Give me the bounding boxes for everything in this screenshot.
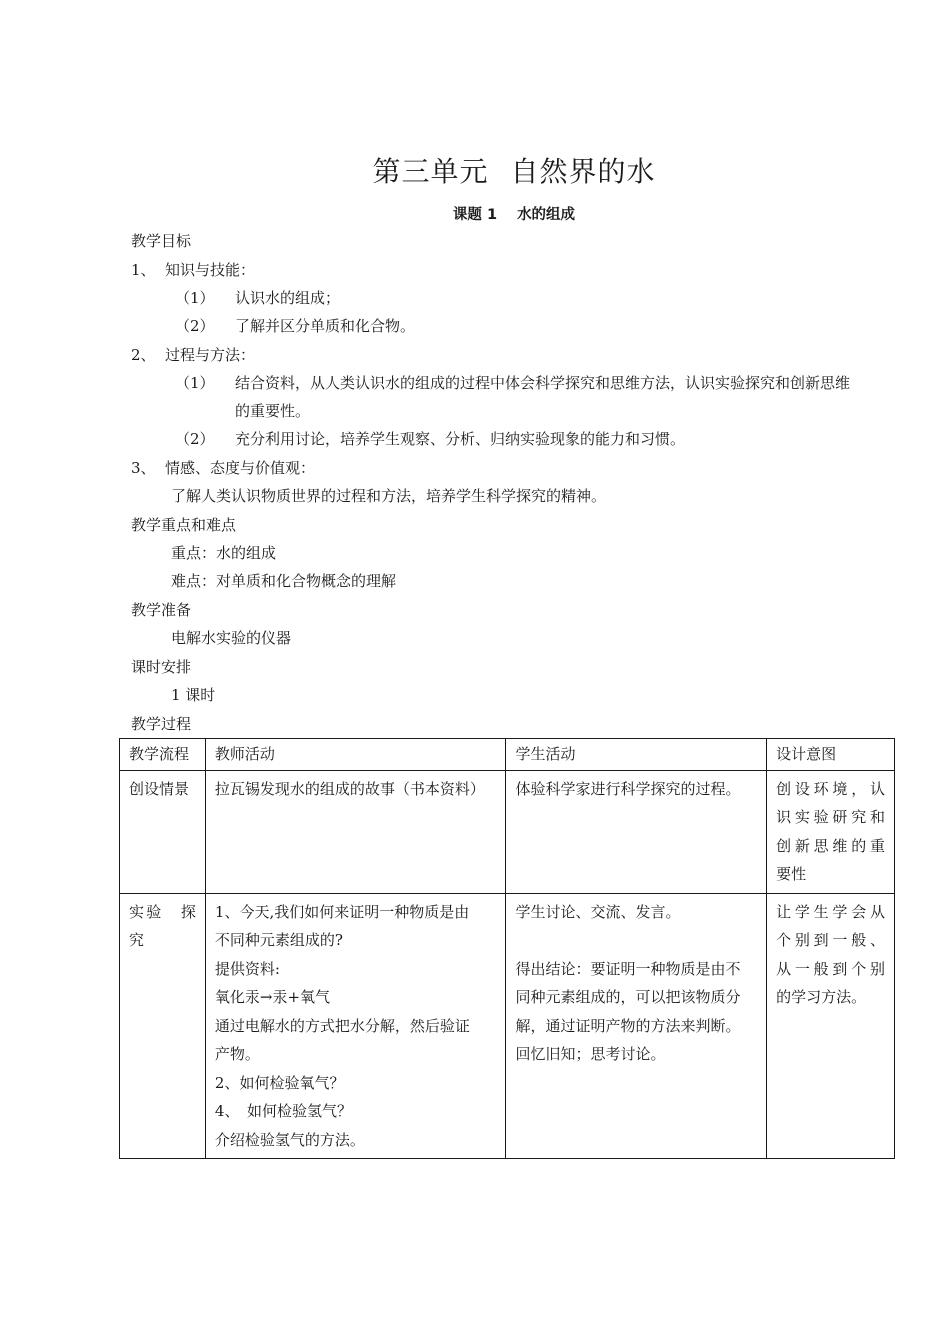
cell-line: 学生讨论、交流、发言。	[515, 902, 681, 921]
cell-line: 不同种元素组成的?	[214, 931, 343, 949]
cell-line: 创设情景	[129, 779, 190, 798]
objective-group-title: 过程与方法：	[165, 346, 256, 364]
intent-cell	[767, 893, 895, 1159]
objective-group-number: 1、	[131, 261, 156, 279]
cell-line: 得出结论：要证明一种物质是由不	[515, 959, 741, 978]
lesson-name: 水的组成	[517, 207, 576, 223]
cell-line: 介绍检验氢气的方法。	[214, 1130, 365, 1149]
objective-item-continued: 的重要性。	[235, 402, 311, 420]
table-row	[120, 893, 895, 1159]
key-points-heading: 教学重点和难点	[131, 516, 237, 534]
objective-group-3	[131, 458, 315, 478]
unit-number: 第三单元	[372, 155, 489, 188]
blank-line	[515, 926, 757, 955]
objective-item-number: （2）	[175, 317, 215, 335]
cell-line: 2、如何检验氧气？	[214, 1073, 345, 1092]
column-header-stage: 教学流程	[120, 739, 206, 771]
key-point: 重点：水的组成	[171, 544, 277, 562]
teacher-cell	[205, 770, 506, 893]
objective-item	[175, 316, 415, 336]
lesson-number: 课题 1	[452, 207, 498, 223]
schedule-text: 1 课时	[171, 686, 216, 704]
cell-line: 通过电解水的方式把水分解，然后验证	[214, 1016, 470, 1035]
preparation-text: 电解水实验的仪器	[171, 629, 292, 647]
objective-group-2	[131, 345, 255, 365]
objective-item	[175, 288, 340, 308]
objective-item-text: 充分利用讨论，培养学生观察、分析、归纳实验现象的能力和习惯。	[235, 430, 686, 448]
cell-line: 提供资料:	[214, 959, 280, 978]
cell-line: 的学习方法。	[776, 988, 867, 1006]
cell-line: 体验科学家进行科学探究的过程。	[515, 779, 741, 798]
stage-cell	[120, 893, 206, 1159]
objective-item-text: 认识水的组成；	[235, 289, 341, 307]
objective-item	[175, 429, 685, 449]
objective-group-number: 3、	[131, 459, 156, 477]
cell-line: 创设环境，认	[776, 779, 885, 798]
cell-line: 1、今天,我们如何来证明一种物质是由	[214, 902, 470, 921]
process-heading: 教学过程	[131, 715, 192, 733]
cell-line: 同种元素组成的，可以把该物质分	[515, 988, 741, 1006]
cell-line: 创新思维的重	[776, 836, 885, 855]
schedule-heading: 课时安排	[131, 658, 192, 676]
intent-cell	[767, 770, 895, 893]
objective-item-number: （2）	[175, 430, 215, 448]
objective-group-1	[131, 260, 255, 280]
objective-item	[175, 373, 850, 393]
cell-line: 让学生学会从	[776, 902, 885, 921]
column-header-teacher: 教师活动	[205, 739, 506, 771]
cell-line: 拉瓦锡发现水的组成的故事（书本资料）	[214, 779, 485, 798]
objective-group-body: 了解人类认识物质世界的过程和方法，培养学生科学探究的精神。	[171, 487, 607, 505]
unit-name: 自然界的水	[510, 155, 656, 188]
objective-group-title: 情感、态度与价值观：	[165, 459, 316, 477]
objective-group-title: 知识与技能：	[165, 261, 256, 279]
objective-item-text: 结合资料，从人类认识水的组成的过程中体会科学探究和思维方法，认识实验探究和创新思维	[235, 374, 851, 392]
objective-item-text: 了解并区分单质和化合物。	[235, 317, 416, 335]
cell-line: 识实验研究和	[776, 808, 885, 826]
stage-cell	[120, 770, 206, 893]
objective-group-number: 2、	[131, 346, 156, 364]
cell-line: 解，通过证明产物的方法来判断。	[515, 1016, 741, 1035]
cell-line: 个别到一般、	[776, 931, 885, 949]
objective-item-number: （1）	[175, 289, 215, 307]
column-header-intent: 设计意图	[767, 739, 895, 771]
process-table	[119, 738, 895, 1159]
cell-line: 要性	[776, 865, 807, 883]
teacher-cell	[205, 893, 506, 1159]
student-cell	[506, 893, 767, 1159]
table-header-row	[120, 739, 895, 771]
cell-line: 究	[129, 931, 145, 949]
cell-line: 从一般到个别	[776, 959, 885, 978]
objective-item-number: （1）	[175, 374, 215, 392]
cell-line: 氧化汞→汞+氧气	[214, 988, 331, 1006]
cell-line: 产物。	[214, 1045, 260, 1063]
cell-line: 4、 如何检验氢气？	[214, 1102, 352, 1120]
unit-title	[0, 150, 950, 190]
table-row	[120, 770, 895, 893]
student-cell	[506, 770, 767, 893]
cell-line: 实验 探	[129, 902, 196, 921]
lesson-title	[0, 203, 950, 224]
preparation-heading: 教学准备	[131, 601, 192, 619]
objectives-heading: 教学目标	[131, 232, 192, 250]
column-header-student: 学生活动	[506, 739, 767, 771]
difficult-point: 难点：对单质和化合物概念的理解	[171, 572, 397, 590]
cell-line: 回忆旧知；思考讨论。	[515, 1045, 666, 1063]
